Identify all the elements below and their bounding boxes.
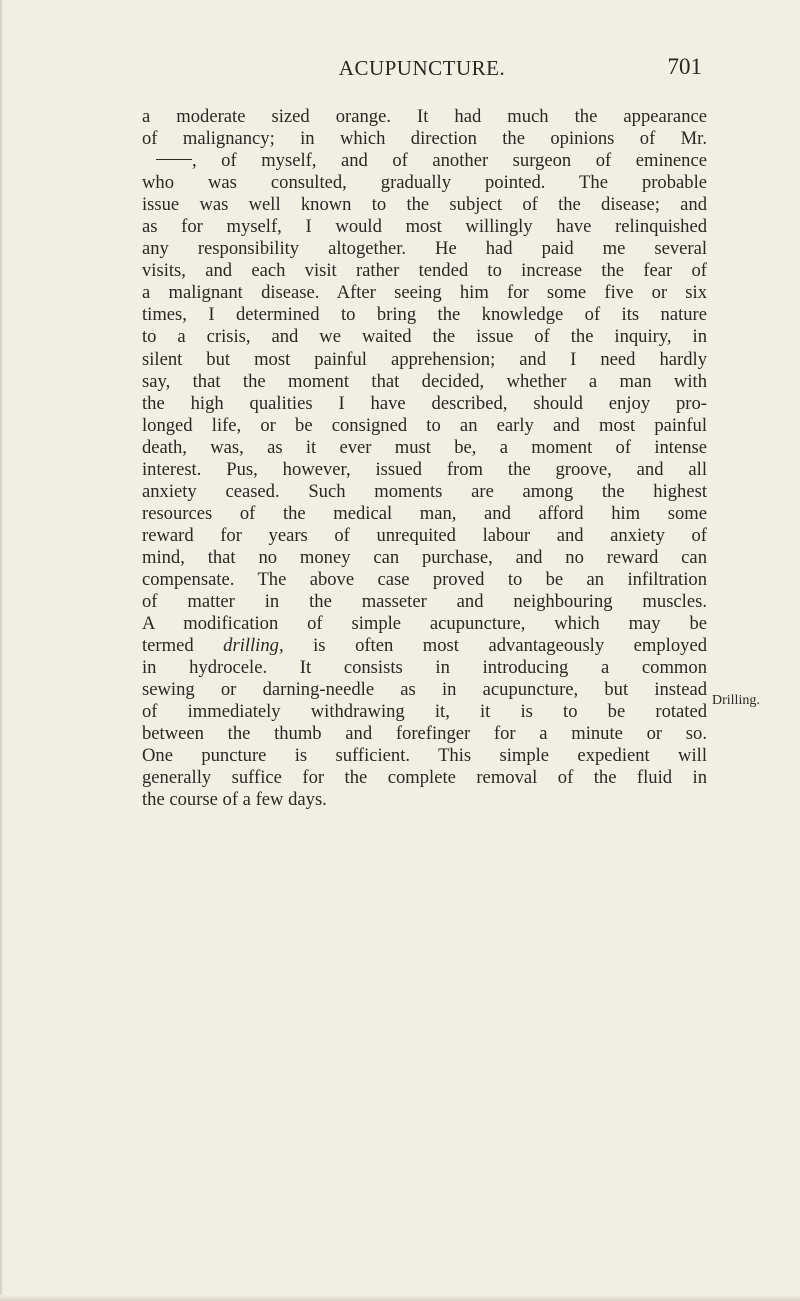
text-line-22: compensate. The above case proved to be an infiltration <box>142 568 707 590</box>
page-header-title: ACUPUNCTURE. <box>338 56 506 80</box>
text-line-30: One puncture is sufficient. This simple expedient will <box>142 745 707 767</box>
text-line-23: of matter in the masseter and neighbouring muscles. <box>142 591 707 613</box>
text-line-32: the course of a few days. <box>142 789 327 811</box>
running-head <box>142 56 702 84</box>
margin-note-drilling: Drilling. <box>712 693 760 708</box>
italic-term-drilling: drilling, <box>223 635 284 657</box>
text-line-19: resources of the medical man, and afford him some <box>142 502 707 524</box>
text-line-1: a moderate sized orange. It had much the appearance <box>142 106 707 127</box>
page-gutter-shadow <box>0 0 3 1301</box>
text-line-8: visits, and each visit rather tended to increase the fear of <box>142 260 707 282</box>
text-line-14: the high qualities I have described, should enjoy pro- <box>142 392 707 414</box>
text-line-20: reward for years of unrequited labour and anxiety of <box>142 524 707 546</box>
text-line-2: of malignancy; in which direction the opinions of Mr. <box>142 128 707 150</box>
text-line-24: A modification of simple acupuncture, which may be <box>142 613 707 635</box>
text-line-25 <box>142 635 707 657</box>
text-line-9: a malignant disease. After seeing him for some five or six <box>142 282 707 304</box>
text-line-4: who was consulted, gradually pointed. The probable <box>142 172 707 194</box>
page-number: 701 <box>667 54 702 79</box>
name-omission-dash <box>156 159 192 160</box>
text-line-17: interest. Pus, however, issued from the groove, and all <box>142 458 707 480</box>
text-line-31: generally suffice for the complete removal of the fluid in <box>142 767 707 789</box>
text-line-18: anxiety ceased. Such moments are among the highest <box>142 480 707 502</box>
text-line-5: issue was well known to the subject of the disease; and <box>142 194 707 216</box>
text-line-21: mind, that no money can purchase, and no reward can <box>142 546 707 568</box>
text-line-27: sewing or darning-needle as in acupuncture, but instead <box>142 679 707 701</box>
text-line-3-content: , of myself, and of another surgeon of eminence <box>192 150 707 172</box>
page-bottom-shadow <box>0 1295 800 1301</box>
text-line-10: times, I determined to bring the knowledge of its nature <box>142 304 707 326</box>
text-line-3 <box>142 150 707 172</box>
text-line-15: longed life, or be consigned to an early and most painful <box>142 414 707 436</box>
text-line-29: between the thumb and forefinger for a minute or so. <box>142 723 707 745</box>
text-line-6: as for myself, I would most willingly have relinquished <box>142 216 707 238</box>
text-line-26: in hydrocele. It consists in introducing a common <box>142 657 707 679</box>
text-line-25-content: is often most advantageously employed <box>313 635 707 657</box>
body-text <box>142 106 707 812</box>
text-line-12: silent but most painful apprehension; and I need hardly <box>142 348 707 370</box>
text-line-13: say, that the moment that decided, whether a man with <box>142 370 707 392</box>
text-line-7: any responsibility altogether. He had paid me several <box>142 238 707 260</box>
text-line-28: of immediately withdrawing it, it is to be rotated <box>142 701 707 723</box>
text-line-16: death, was, as it ever must be, a moment of intense <box>142 436 707 458</box>
text-line-25-prefix: termed <box>142 635 194 657</box>
text-line-11: to a crisis, and we waited the issue of the inquiry, in <box>142 326 707 348</box>
